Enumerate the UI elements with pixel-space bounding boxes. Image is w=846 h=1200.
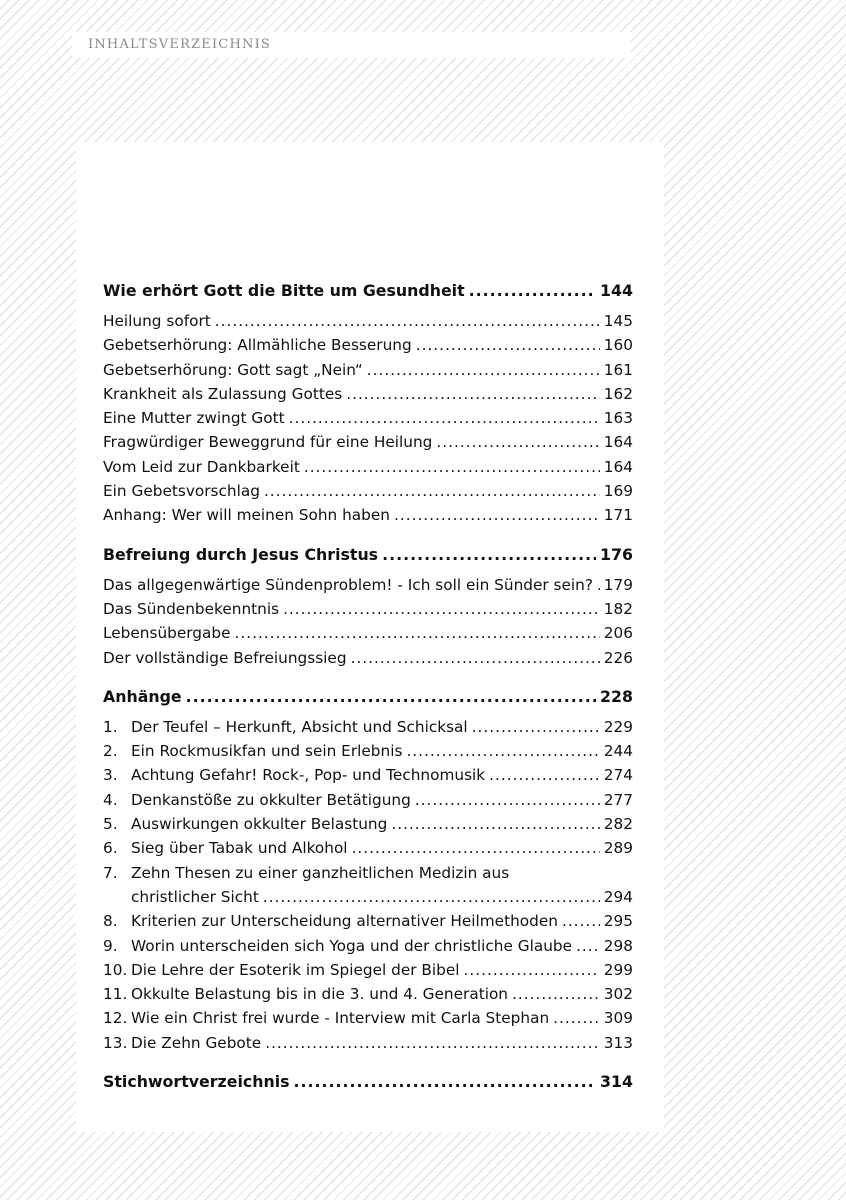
toc-entry[interactable] [103,597,633,621]
toc-entry[interactable] [103,909,633,933]
toc-entry-number: 6. [103,839,118,858]
toc-heading-lead [103,542,600,568]
toc-entry-lead [103,982,604,1006]
toc-section-heading[interactable] [103,684,633,710]
toc-entry[interactable] [103,479,633,503]
toc-entry[interactable] [103,836,633,860]
toc-entry-lead [103,573,604,597]
toc-heading-page: 176 [600,544,633,564]
toc-entry[interactable] [103,621,633,645]
toc-entry[interactable] [103,333,633,357]
toc-entry-lead [103,934,604,958]
toc-heading-label: Anhänge [103,686,182,706]
toc-entry-continuation[interactable] [103,885,633,909]
toc-entry-page: 289 [603,839,633,858]
toc-heading-page: 144 [600,281,633,300]
toc-leader-dots [382,542,596,568]
running-header: INHALTSVERZEICHNIS [88,37,272,52]
toc-entry[interactable] [103,1031,633,1055]
toc-entry-lead [103,909,604,933]
toc-entry-label: Gebetserhörung: Gott sagt „Nein“ [103,360,363,379]
toc-leader-dots [415,788,600,812]
toc-entry-label: Kriterien zur Unterscheidung alternativer Heilmethoden [131,912,558,931]
toc-entry-lead [103,861,633,885]
toc-entry-page: 298 [603,936,633,955]
table-of-contents [103,278,633,1109]
toc-entry-lead [103,1031,604,1055]
toc-entry-label: Fragwürdiger Beweggrund für eine Heilung [103,433,433,452]
toc-heading-lead [103,1069,600,1095]
toc-section-heading[interactable] [103,1069,633,1095]
toc-entry-label: Der vollständige Befreiungssieg [103,648,347,667]
toc-entry-label: Das allgegenwärtige Sündenproblem! - Ich soll ein Sünder sein? [103,575,593,594]
toc-entry-page: 294 [603,887,633,906]
toc-entry-page: 182 [603,599,633,618]
toc-entry-page: 164 [603,457,633,476]
toc-entry[interactable] [103,812,633,836]
toc-entry-label: Wie ein Christ frei wurde - Interview mit Carla Stephan [131,1009,550,1028]
toc-leader-dots [406,739,599,763]
toc-leader-dots [346,382,600,406]
toc-heading-label: Befreiung durch Jesus Christus [103,544,379,564]
toc-entry-lead [103,455,604,479]
toc-entry-label: Der Teufel – Herkunft, Absicht und Schicksal [131,717,468,736]
toc-entry-page: 295 [603,912,633,931]
toc-leader-dots [489,763,600,787]
toc-leader-dots [283,597,600,621]
toc-entry-number: 3. [103,766,118,785]
toc-leader-dots [512,982,600,1006]
toc-entry-label: Eine Mutter zwingt Gott [103,409,285,428]
toc-entry-label: Ein Rockmusikfan und sein Erlebnis [131,742,403,761]
toc-entry[interactable] [103,309,633,333]
toc-entry-label: Vom Leid zur Dankbarkeit [103,457,300,476]
toc-entry-lead [103,715,604,739]
toc-entry-label: Denkanstöße zu okkulter Betätigung [131,790,411,809]
toc-entry-lead [103,333,604,357]
toc-leader-dots [553,1006,600,1030]
toc-entry[interactable] [103,406,633,430]
toc-section-heading[interactable] [103,542,633,568]
toc-leader-dots [265,1031,600,1055]
toc-entry-label: Gebetserhörung: Allmähliche Besserung [103,336,412,355]
toc-entry-page: 169 [603,482,633,501]
toc-entry-page: 274 [603,766,633,785]
toc-entry-label: Lebensübergabe [103,624,231,643]
toc-entry-page: 206 [603,624,633,643]
toc-heading-label: Wie erhört Gott die Bitte um Gesundheit [103,281,465,300]
toc-entry[interactable] [103,358,633,382]
toc-entry-label: Ein Gebetsvorschlag [103,482,260,501]
toc-entry-number: 10. [103,960,128,979]
toc-entry[interactable] [103,455,633,479]
toc-entry-page: 171 [603,506,633,525]
toc-entry-label-cont: christlicher Sicht [131,887,259,906]
toc-entry-lead [103,763,604,787]
toc-entry-label: Heilung sofort [103,312,211,330]
toc-heading-page: 314 [600,1072,633,1092]
toc-leader-dots [416,333,600,357]
toc-entry-page: 145 [603,312,633,330]
toc-leader-dots [394,503,600,527]
toc-entry-lead [103,836,604,860]
toc-entry-lead [103,812,604,836]
toc-entry-lead [103,309,604,333]
toc-leader-dots [294,1069,596,1095]
toc-entry[interactable] [103,763,633,787]
toc-entry-label: Auswirkungen okkulter Belastung [131,815,388,834]
toc-entry[interactable] [103,382,633,406]
toc-entry-label: Okkulte Belastung bis in die 3. und 4. Generation [131,985,509,1004]
toc-entry[interactable] [103,503,633,527]
toc-entry-page: 299 [603,960,633,979]
toc-leader-dots [469,278,596,304]
toc-entry-label: Achtung Gefahr! Rock-, Pop- und Technomusik [131,766,486,785]
toc-section [103,278,633,528]
toc-section [103,542,633,670]
toc-leader-dots [264,479,600,503]
toc-entry-label: Die Lehre der Esoterik im Spiegel der Bibel [131,960,460,979]
toc-entry-lead [103,503,604,527]
toc-leader-dots [472,715,600,739]
toc-entry-number: 12. [103,1009,128,1028]
toc-entry-number: 1. [103,717,118,736]
toc-entry-lead [103,358,604,382]
toc-entry-lead [103,382,604,406]
toc-entry-page: 313 [603,1033,633,1052]
toc-entry-label: Worin unterscheiden sich Yoga und der christliche Glaube [131,936,573,955]
toc-entry-page: 229 [603,717,633,736]
toc-entry-label: Die Zehn Gebote [131,1033,262,1052]
toc-entry-page: 162 [603,384,633,403]
toc-entry-lead [103,479,604,503]
toc-entry-lead [103,958,604,982]
toc-leader-dots [235,621,600,645]
toc-entry-label: Das Sündenbekenntnis [103,599,280,618]
toc-entry-label: Krankheit als Zulassung Gottes [103,384,343,403]
toc-entry-page: 179 [603,575,633,594]
toc-section-heading[interactable] [103,278,633,304]
toc-entry-lead [103,406,604,430]
toc-leader-dots [352,836,600,860]
toc-entry-lead [103,597,604,621]
toc-leader-dots [436,430,599,454]
toc-entry-page: 277 [603,790,633,809]
toc-leader-dots [215,309,600,333]
toc-entry-number: 13. [103,1033,128,1052]
toc-entry-page: 161 [603,360,633,379]
toc-entry[interactable] [103,430,633,454]
toc-heading-page: 228 [600,686,633,706]
toc-leader-dots [263,885,600,909]
toc-entry-number: 5. [103,815,118,834]
toc-entry-number: 7. [103,863,118,882]
toc-heading-lead [103,278,600,304]
toc-leader-dots [464,958,600,982]
toc-entry[interactable] [103,934,633,958]
toc-entry-number: 8. [103,912,118,931]
toc-entry-lead [103,430,604,454]
toc-entry-lead [103,646,604,670]
toc-entry-label: Sieg über Tabak und Alkohol [131,839,348,858]
toc-entry[interactable] [103,573,633,597]
toc-leader-dots [289,406,600,430]
toc-entry-page: 164 [603,433,633,452]
toc-entry[interactable] [103,715,633,739]
toc-section [103,1069,633,1095]
toc-entry-label: Zehn Thesen zu einer ganzheitlichen Medizin aus [131,863,510,882]
toc-entry-lead [103,788,604,812]
toc-entry-label: Anhang: Wer will meinen Sohn haben [103,506,390,525]
toc-entry[interactable] [103,861,633,885]
toc-entry-number: 11. [103,985,128,1004]
toc-entry[interactable] [103,958,633,982]
toc-entry-lead [103,621,604,645]
toc-leader-dots [391,812,599,836]
toc-entry[interactable] [103,739,633,763]
toc-leader-dots [562,909,600,933]
toc-entry[interactable] [103,788,633,812]
toc-entry-page: 160 [603,336,633,355]
toc-heading-label: Stichwortverzeichnis [103,1072,290,1092]
toc-entry-lead [103,739,604,763]
toc-section [103,684,633,1055]
toc-entry-page: 282 [603,815,633,834]
toc-entry-page: 244 [603,742,633,761]
toc-leader-dots [186,684,596,710]
toc-leader-dots [367,358,600,382]
toc-heading-lead [103,684,600,710]
toc-entry-page: 163 [603,409,633,428]
toc-leader-dots [576,934,600,958]
toc-entry[interactable] [103,982,633,1006]
toc-entry[interactable] [103,646,633,670]
toc-entry-page: 226 [603,648,633,667]
toc-entry-number: 4. [103,790,118,809]
toc-entry-number: 2. [103,742,118,761]
toc-entry-lead [103,885,604,909]
toc-leader-dots [351,646,600,670]
toc-entry[interactable] [103,1006,633,1030]
toc-entry-page: 302 [603,985,633,1004]
toc-leader-dots [597,573,600,597]
toc-entry-page: 309 [603,1009,633,1028]
toc-leader-dots [304,455,600,479]
toc-entry-lead [103,1006,604,1030]
toc-entry-number: 9. [103,936,118,955]
